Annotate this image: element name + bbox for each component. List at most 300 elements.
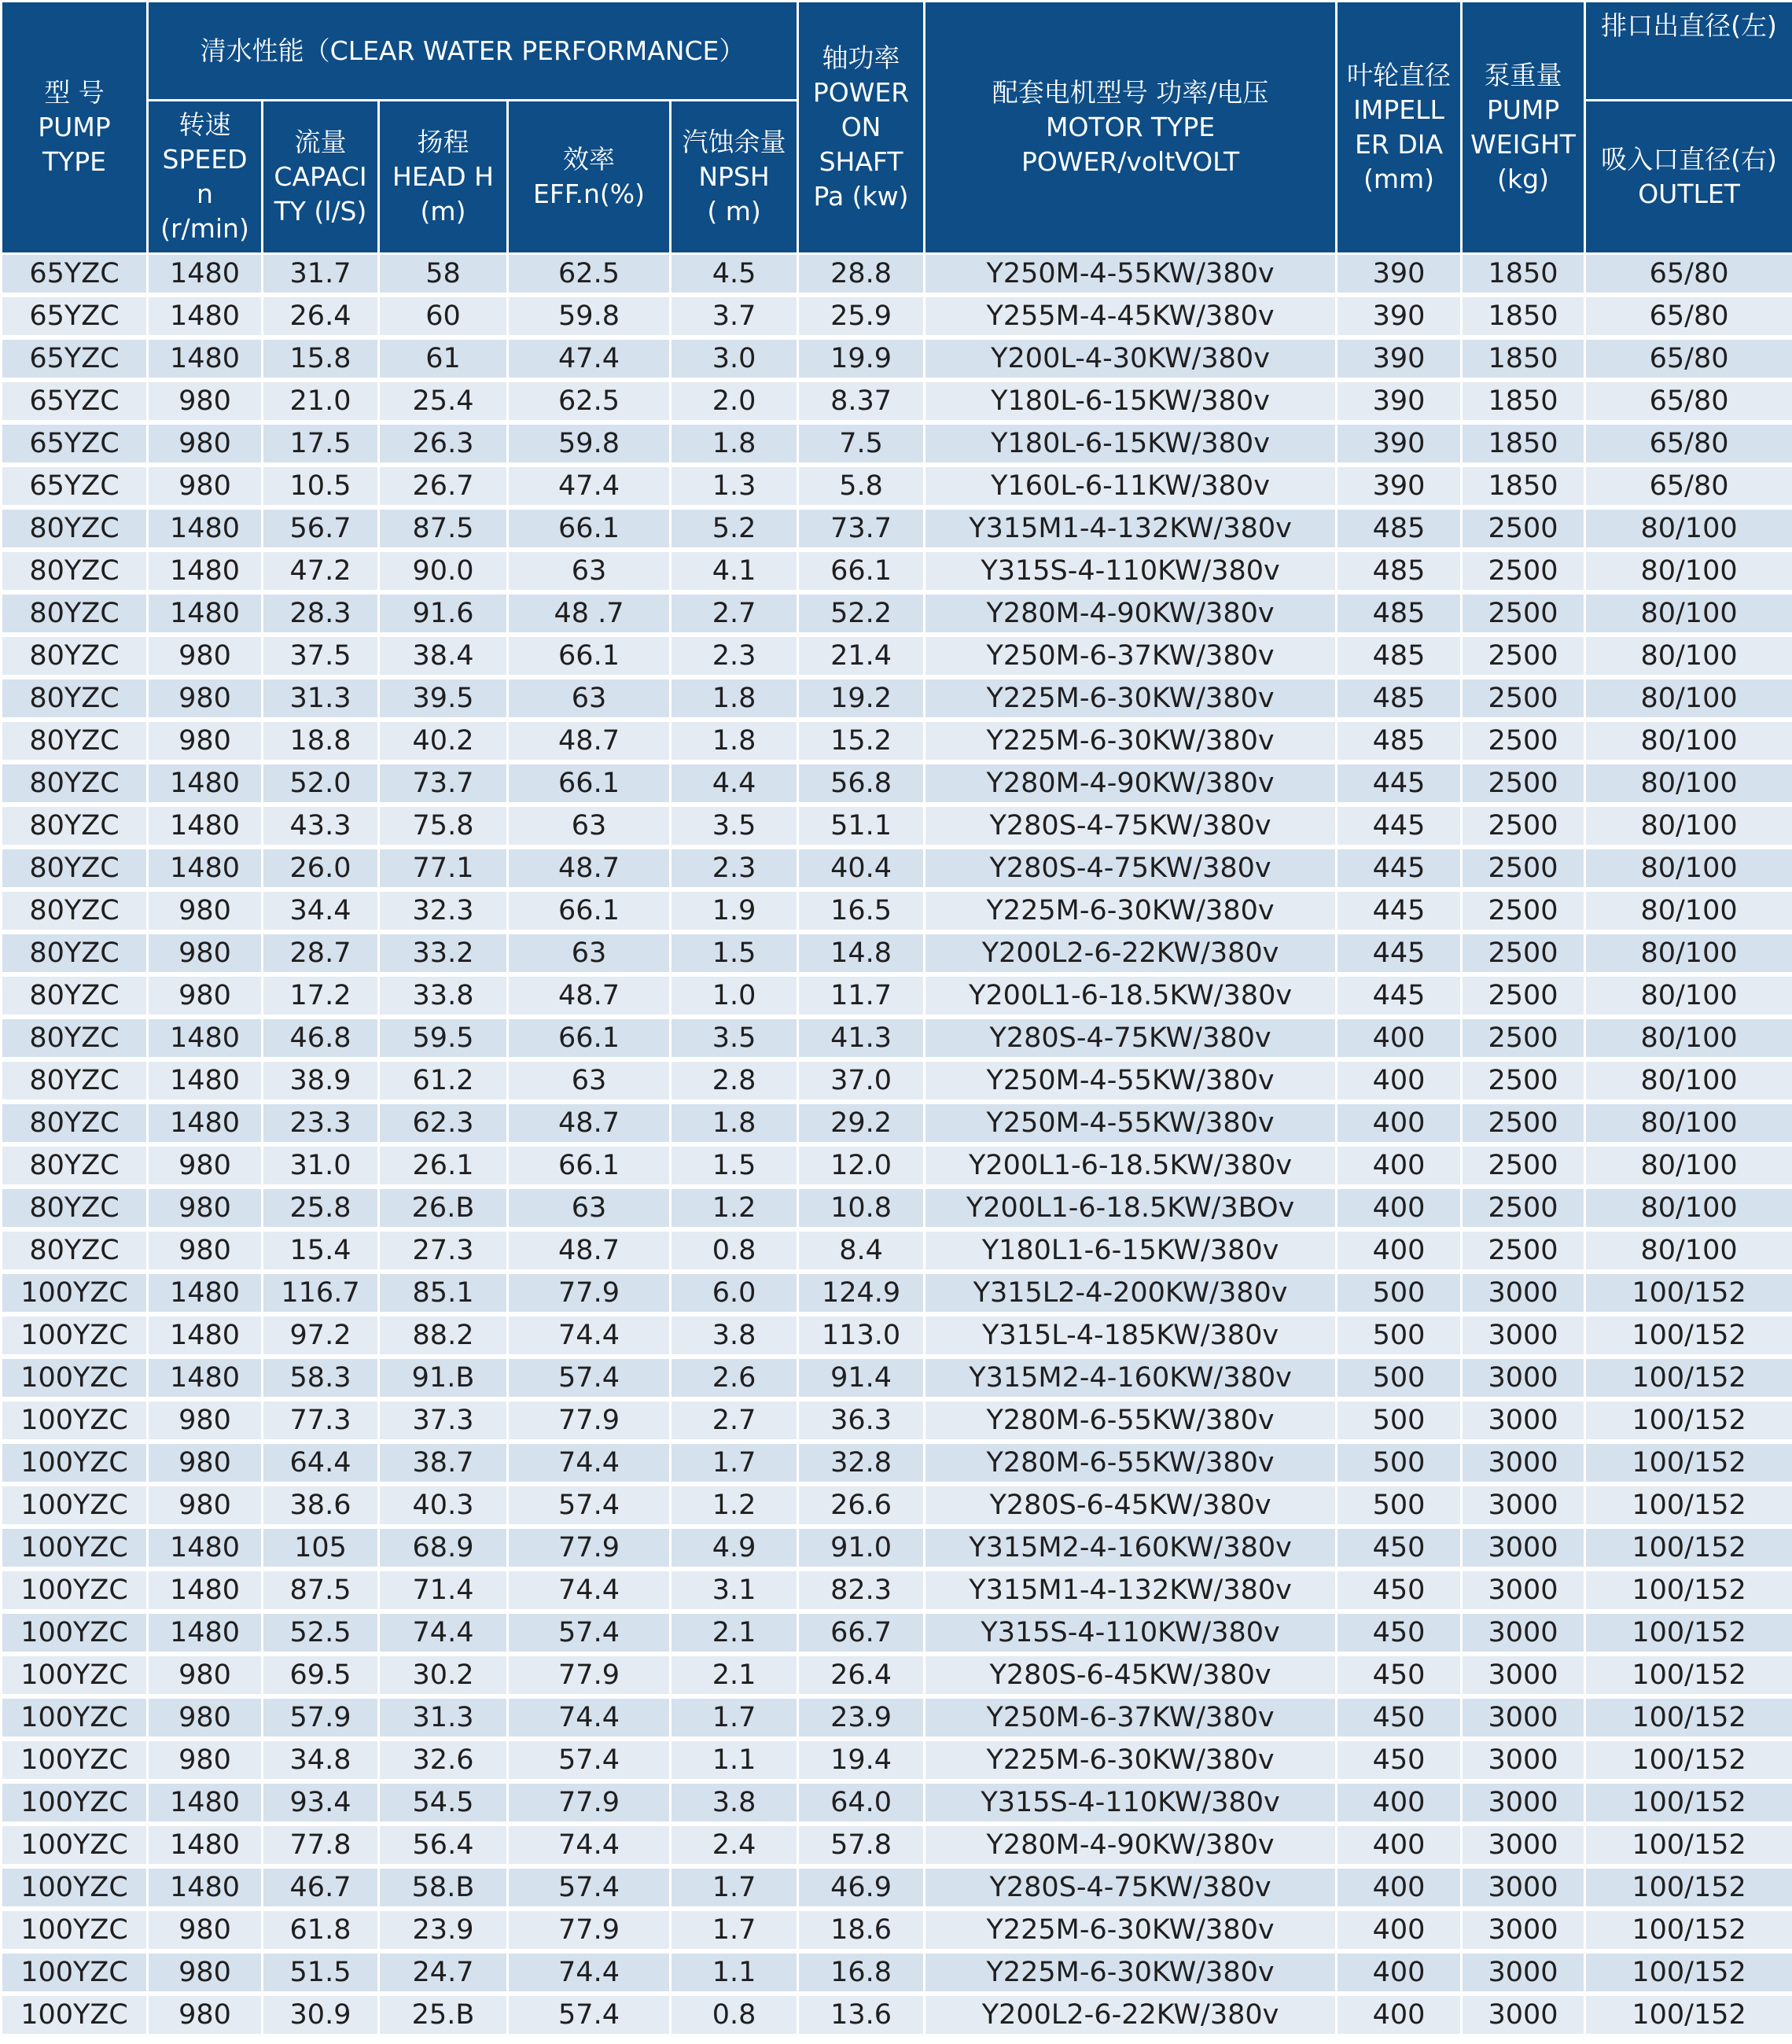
pump-weight-cell: 3000	[1462, 1866, 1585, 1909]
capacity-cell: 77.3	[263, 1399, 379, 1442]
efficiency-cell: 57.4	[508, 1866, 671, 1909]
speed-cell: 1480	[148, 1059, 263, 1102]
table-row	[2, 1017, 1792, 1059]
capacity-cell: 18.8	[263, 720, 379, 762]
power-cell: 66.1	[798, 550, 925, 592]
table-row	[2, 1909, 1792, 1951]
speed-cell: 980	[148, 422, 263, 465]
efficiency-cell: 77.9	[508, 1272, 671, 1314]
pump-weight-cell: 2500	[1462, 635, 1585, 677]
motor-type-cell: Y250M-6-37KW/380v	[925, 635, 1337, 677]
efficiency-cell: 74.4	[508, 1696, 671, 1739]
capacity-cell: 28.3	[263, 592, 379, 635]
efficiency-cell: 62.5	[508, 254, 671, 296]
power-cell: 113.0	[798, 1314, 925, 1357]
table-row	[2, 465, 1792, 507]
pump-weight-cell: 3000	[1462, 1611, 1585, 1654]
motor-type-cell: Y280M-4-90KW/380v	[925, 592, 1337, 635]
npsh-cell: 1.8	[671, 422, 798, 465]
outlet-inlet-cell: 100/152	[1585, 1909, 1792, 1951]
table-row	[2, 1442, 1792, 1484]
power-cell: 5.8	[798, 465, 925, 507]
pump-weight-cell: 1850	[1462, 380, 1585, 422]
capacity-cell: 77.8	[263, 1824, 379, 1866]
capacity-cell: 15.4	[263, 1229, 379, 1272]
motor-type-cell: Y200L2-6-22KW/380v	[925, 932, 1337, 974]
motor-type-cell: Y280S-4-75KW/380v	[925, 1866, 1337, 1909]
head-cell: 91.B	[379, 1357, 508, 1399]
pump-weight-cell: 2500	[1462, 592, 1585, 635]
pump-weight-cell: 2500	[1462, 677, 1585, 720]
head-cell: 73.7	[379, 762, 508, 805]
pump-type-cell: 80YZC	[2, 720, 148, 762]
pump-weight-cell: 2500	[1462, 847, 1585, 889]
efficiency-cell: 48.7	[508, 1229, 671, 1272]
table-row	[2, 1824, 1792, 1866]
capacity-cell: 93.4	[263, 1781, 379, 1824]
impeller-dia-cell: 500	[1337, 1314, 1462, 1357]
npsh-cell: 2.1	[671, 1611, 798, 1654]
head-cell: 88.2	[379, 1314, 508, 1357]
npsh-cell: 1.8	[671, 1102, 798, 1144]
speed-cell: 980	[148, 1442, 263, 1484]
npsh-cell: 1.9	[671, 889, 798, 932]
motor-type-cell: Y250M-4-55KW/380v	[925, 1059, 1337, 1102]
speed-cell: 980	[148, 1909, 263, 1951]
pump-type-cell: 65YZC	[2, 295, 148, 337]
header-speed: 转速 SPEED n (r/min)	[148, 101, 263, 254]
pump-weight-cell: 2500	[1462, 1059, 1585, 1102]
npsh-cell: 1.5	[671, 1144, 798, 1187]
efficiency-cell: 63	[508, 932, 671, 974]
outlet-inlet-cell: 100/152	[1585, 1357, 1792, 1399]
table-row	[2, 1611, 1792, 1654]
outlet-inlet-cell: 80/100	[1585, 974, 1792, 1017]
table-row	[2, 1781, 1792, 1824]
npsh-cell: 4.1	[671, 550, 798, 592]
efficiency-cell: 74.4	[508, 1314, 671, 1357]
pump-type-cell: 65YZC	[2, 380, 148, 422]
speed-cell: 1480	[148, 1527, 263, 1569]
capacity-cell: 31.3	[263, 677, 379, 720]
head-cell: 33.8	[379, 974, 508, 1017]
motor-type-cell: Y250M-4-55KW/380v	[925, 1102, 1337, 1144]
power-cell: 25.9	[798, 295, 925, 337]
pump-weight-cell: 2500	[1462, 974, 1585, 1017]
impeller-dia-cell: 450	[1337, 1569, 1462, 1611]
pump-type-cell: 100YZC	[2, 1611, 148, 1654]
speed-cell: 980	[148, 1484, 263, 1527]
power-cell: 19.4	[798, 1739, 925, 1781]
table-row	[2, 380, 1792, 422]
head-cell: 33.2	[379, 932, 508, 974]
head-cell: 58.B	[379, 1866, 508, 1909]
motor-type-cell: Y250M-6-37KW/380v	[925, 1696, 1337, 1739]
impeller-dia-cell: 500	[1337, 1272, 1462, 1314]
capacity-cell: 21.0	[263, 380, 379, 422]
head-cell: 40.2	[379, 720, 508, 762]
impeller-dia-cell: 390	[1337, 465, 1462, 507]
motor-type-cell: Y280M-4-90KW/380v	[925, 1824, 1337, 1866]
motor-type-cell: Y225M-6-30KW/380v	[925, 1909, 1337, 1951]
power-cell: 29.2	[798, 1102, 925, 1144]
efficiency-cell: 66.1	[508, 507, 671, 550]
impeller-dia-cell: 500	[1337, 1399, 1462, 1442]
pump-type-cell: 65YZC	[2, 254, 148, 296]
impeller-dia-cell: 390	[1337, 380, 1462, 422]
speed-cell: 1480	[148, 1357, 263, 1399]
npsh-cell: 2.3	[671, 635, 798, 677]
pump-weight-cell: 1850	[1462, 254, 1585, 296]
efficiency-cell: 47.4	[508, 465, 671, 507]
efficiency-cell: 59.8	[508, 295, 671, 337]
head-cell: 71.4	[379, 1569, 508, 1611]
power-cell: 73.7	[798, 507, 925, 550]
efficiency-cell: 77.9	[508, 1781, 671, 1824]
power-cell: 91.4	[798, 1357, 925, 1399]
capacity-cell: 87.5	[263, 1569, 379, 1611]
header-capacity: 流量 CAPACI TY (l/S)	[263, 101, 379, 254]
outlet-inlet-cell: 100/152	[1585, 1272, 1792, 1314]
table-row	[2, 677, 1792, 720]
impeller-dia-cell: 400	[1337, 1059, 1462, 1102]
npsh-cell: 1.7	[671, 1442, 798, 1484]
efficiency-cell: 48.7	[508, 720, 671, 762]
motor-type-cell: Y315M2-4-160KW/380v	[925, 1527, 1337, 1569]
outlet-inlet-cell: 80/100	[1585, 762, 1792, 805]
speed-cell: 980	[148, 380, 263, 422]
motor-type-cell: Y315S-4-110KW/380v	[925, 1611, 1337, 1654]
table-row	[2, 1272, 1792, 1314]
outlet-inlet-cell: 100/152	[1585, 1781, 1792, 1824]
head-cell: 85.1	[379, 1272, 508, 1314]
efficiency-cell: 77.9	[508, 1399, 671, 1442]
speed-cell: 1480	[148, 1611, 263, 1654]
table-row	[2, 254, 1792, 296]
table-row	[2, 1187, 1792, 1229]
efficiency-cell: 66.1	[508, 762, 671, 805]
pump-weight-cell: 2500	[1462, 1144, 1585, 1187]
speed-cell: 980	[148, 1144, 263, 1187]
npsh-cell: 3.8	[671, 1781, 798, 1824]
pump-type-cell: 80YZC	[2, 889, 148, 932]
table-row	[2, 1314, 1792, 1357]
impeller-dia-cell: 485	[1337, 635, 1462, 677]
motor-type-cell: Y180L-6-15KW/380v	[925, 380, 1337, 422]
pump-type-cell: 100YZC	[2, 1994, 148, 2036]
speed-cell: 980	[148, 1229, 263, 1272]
motor-type-cell: Y315M1-4-132KW/380v	[925, 507, 1337, 550]
npsh-cell: 1.2	[671, 1187, 798, 1229]
capacity-cell: 51.5	[263, 1951, 379, 1994]
pump-weight-cell: 1850	[1462, 295, 1585, 337]
power-cell: 19.9	[798, 337, 925, 380]
pump-weight-cell: 2500	[1462, 1187, 1585, 1229]
impeller-dia-cell: 450	[1337, 1611, 1462, 1654]
head-cell: 39.5	[379, 677, 508, 720]
capacity-cell: 17.2	[263, 974, 379, 1017]
impeller-dia-cell: 445	[1337, 974, 1462, 1017]
motor-type-cell: Y280S-4-75KW/380v	[925, 1017, 1337, 1059]
npsh-cell: 0.8	[671, 1994, 798, 2036]
pump-type-cell: 80YZC	[2, 635, 148, 677]
head-cell: 60	[379, 295, 508, 337]
speed-cell: 1480	[148, 1017, 263, 1059]
capacity-cell: 116.7	[263, 1272, 379, 1314]
head-cell: 62.3	[379, 1102, 508, 1144]
capacity-cell: 56.7	[263, 507, 379, 550]
outlet-inlet-cell: 100/152	[1585, 1696, 1792, 1739]
outlet-inlet-cell: 65/80	[1585, 380, 1792, 422]
power-cell: 66.7	[798, 1611, 925, 1654]
speed-cell: 1480	[148, 254, 263, 296]
impeller-dia-cell: 400	[1337, 1909, 1462, 1951]
pump-weight-cell: 2500	[1462, 889, 1585, 932]
pump-weight-cell: 2500	[1462, 805, 1585, 847]
speed-cell: 1480	[148, 847, 263, 889]
efficiency-cell: 62.5	[508, 380, 671, 422]
npsh-cell: 1.8	[671, 677, 798, 720]
capacity-cell: 34.8	[263, 1739, 379, 1781]
motor-type-cell: Y200L1-6-18.5KW/380v	[925, 1144, 1337, 1187]
npsh-cell: 1.7	[671, 1696, 798, 1739]
pump-type-cell: 80YZC	[2, 677, 148, 720]
power-cell: 19.2	[798, 677, 925, 720]
motor-type-cell: Y315S-4-110KW/380v	[925, 1781, 1337, 1824]
power-cell: 82.3	[798, 1569, 925, 1611]
capacity-cell: 23.3	[263, 1102, 379, 1144]
table-row	[2, 1484, 1792, 1527]
npsh-cell: 1.1	[671, 1951, 798, 1994]
head-cell: 75.8	[379, 805, 508, 847]
outlet-inlet-cell: 100/152	[1585, 1442, 1792, 1484]
capacity-cell: 37.5	[263, 635, 379, 677]
impeller-dia-cell: 500	[1337, 1484, 1462, 1527]
efficiency-cell: 66.1	[508, 1017, 671, 1059]
capacity-cell: 38.9	[263, 1059, 379, 1102]
impeller-dia-cell: 450	[1337, 1527, 1462, 1569]
pump-type-cell: 65YZC	[2, 422, 148, 465]
header-pump-type: 型 号 PUMP TYPE	[2, 2, 148, 254]
capacity-cell: 57.9	[263, 1696, 379, 1739]
outlet-inlet-cell: 80/100	[1585, 1017, 1792, 1059]
table-row	[2, 337, 1792, 380]
pump-weight-cell: 3000	[1462, 1314, 1585, 1357]
outlet-inlet-cell: 80/100	[1585, 550, 1792, 592]
head-cell: 38.7	[379, 1442, 508, 1484]
capacity-cell: 58.3	[263, 1357, 379, 1399]
outlet-inlet-cell: 80/100	[1585, 677, 1792, 720]
pump-weight-cell: 3000	[1462, 1442, 1585, 1484]
outlet-inlet-cell: 80/100	[1585, 720, 1792, 762]
header-impeller-dia: 叶轮直径 IMPELL ER DIA (mm)	[1337, 2, 1462, 254]
table-row	[2, 1144, 1792, 1187]
table-row	[2, 847, 1792, 889]
pump-type-cell: 100YZC	[2, 1484, 148, 1527]
header-clear-water-performance: 清水性能（CLEAR WATER PERFORMANCE）	[148, 2, 798, 101]
efficiency-cell: 48.7	[508, 847, 671, 889]
pump-weight-cell: 3000	[1462, 1824, 1585, 1866]
efficiency-cell: 74.4	[508, 1569, 671, 1611]
pump-type-cell: 80YZC	[2, 805, 148, 847]
motor-type-cell: Y180L-6-15KW/380v	[925, 422, 1337, 465]
pump-type-cell: 80YZC	[2, 932, 148, 974]
outlet-inlet-cell: 100/152	[1585, 1484, 1792, 1527]
header-npsh: 汽蚀余量 NPSH ( m)	[671, 101, 798, 254]
speed-cell: 1480	[148, 1272, 263, 1314]
outlet-inlet-cell: 80/100	[1585, 1144, 1792, 1187]
outlet-inlet-cell: 65/80	[1585, 465, 1792, 507]
head-cell: 32.3	[379, 889, 508, 932]
capacity-cell: 30.9	[263, 1994, 379, 2036]
impeller-dia-cell: 400	[1337, 1824, 1462, 1866]
motor-type-cell: Y280M-6-55KW/380v	[925, 1442, 1337, 1484]
head-cell: 56.4	[379, 1824, 508, 1866]
impeller-dia-cell: 400	[1337, 1866, 1462, 1909]
impeller-dia-cell: 485	[1337, 592, 1462, 635]
table-row	[2, 1994, 1792, 2036]
motor-type-cell: Y280S-6-45KW/380v	[925, 1484, 1337, 1527]
capacity-cell: 97.2	[263, 1314, 379, 1357]
capacity-cell: 15.8	[263, 337, 379, 380]
speed-cell: 980	[148, 974, 263, 1017]
capacity-cell: 52.0	[263, 762, 379, 805]
impeller-dia-cell: 400	[1337, 1994, 1462, 2036]
power-cell: 15.2	[798, 720, 925, 762]
pump-weight-cell: 3000	[1462, 1951, 1585, 1994]
impeller-dia-cell: 445	[1337, 889, 1462, 932]
outlet-inlet-cell: 65/80	[1585, 422, 1792, 465]
pump-weight-cell: 3000	[1462, 1484, 1585, 1527]
impeller-dia-cell: 400	[1337, 1102, 1462, 1144]
head-cell: 40.3	[379, 1484, 508, 1527]
motor-type-cell: Y200L1-6-18.5KW/3BOv	[925, 1187, 1337, 1229]
efficiency-cell: 77.9	[508, 1527, 671, 1569]
npsh-cell: 2.3	[671, 847, 798, 889]
speed-cell: 980	[148, 1951, 263, 1994]
power-cell: 13.6	[798, 1994, 925, 2036]
pump-weight-cell: 3000	[1462, 1909, 1585, 1951]
power-cell: 37.0	[798, 1059, 925, 1102]
motor-type-cell: Y200L1-6-18.5KW/380v	[925, 974, 1337, 1017]
power-cell: 64.0	[798, 1781, 925, 1824]
pump-type-cell: 80YZC	[2, 1059, 148, 1102]
npsh-cell: 2.7	[671, 1399, 798, 1442]
outlet-inlet-cell: 100/152	[1585, 1951, 1792, 1994]
outlet-inlet-cell: 65/80	[1585, 254, 1792, 296]
efficiency-cell: 59.8	[508, 422, 671, 465]
power-cell: 10.8	[798, 1187, 925, 1229]
speed-cell: 1480	[148, 1102, 263, 1144]
impeller-dia-cell: 390	[1337, 254, 1462, 296]
table-row	[2, 889, 1792, 932]
pump-type-cell: 100YZC	[2, 1272, 148, 1314]
pump-type-cell: 100YZC	[2, 1314, 148, 1357]
head-cell: 24.7	[379, 1951, 508, 1994]
impeller-dia-cell: 450	[1337, 1739, 1462, 1781]
pump-weight-cell: 3000	[1462, 1994, 1585, 2036]
table-row	[2, 507, 1792, 550]
header-power-on-shaft: 轴功率 POWER ON SHAFT Pa (kw)	[798, 2, 925, 254]
efficiency-cell: 48.7	[508, 1102, 671, 1144]
pump-weight-cell: 1850	[1462, 337, 1585, 380]
head-cell: 58	[379, 254, 508, 296]
pump-type-cell: 80YZC	[2, 1187, 148, 1229]
impeller-dia-cell: 400	[1337, 1781, 1462, 1824]
npsh-cell: 1.1	[671, 1739, 798, 1781]
pump-type-cell: 65YZC	[2, 337, 148, 380]
outlet-inlet-cell: 100/152	[1585, 1399, 1792, 1442]
efficiency-cell: 63	[508, 550, 671, 592]
speed-cell: 1480	[148, 295, 263, 337]
pump-type-cell: 80YZC	[2, 592, 148, 635]
outlet-inlet-cell: 100/152	[1585, 1654, 1792, 1696]
pump-weight-cell: 3000	[1462, 1272, 1585, 1314]
head-cell: 74.4	[379, 1611, 508, 1654]
power-cell: 16.5	[798, 889, 925, 932]
motor-type-cell: Y200L-4-30KW/380v	[925, 337, 1337, 380]
header-pump-weight: 泵重量 PUMP WEIGHT (kg)	[1462, 2, 1585, 254]
efficiency-cell: 74.4	[508, 1951, 671, 1994]
speed-cell: 980	[148, 1187, 263, 1229]
table-row	[2, 720, 1792, 762]
capacity-cell: 26.4	[263, 295, 379, 337]
pump-type-cell: 80YZC	[2, 762, 148, 805]
outlet-inlet-cell: 80/100	[1585, 847, 1792, 889]
efficiency-cell: 63	[508, 1059, 671, 1102]
pump-type-cell: 80YZC	[2, 1017, 148, 1059]
capacity-cell: 46.8	[263, 1017, 379, 1059]
pump-type-cell: 65YZC	[2, 465, 148, 507]
pump-type-cell: 100YZC	[2, 1866, 148, 1909]
npsh-cell: 1.3	[671, 465, 798, 507]
capacity-cell: 43.3	[263, 805, 379, 847]
pump-type-cell: 100YZC	[2, 1527, 148, 1569]
motor-type-cell: Y315M2-4-160KW/380v	[925, 1357, 1337, 1399]
speed-cell: 980	[148, 677, 263, 720]
pump-weight-cell: 2500	[1462, 932, 1585, 974]
impeller-dia-cell: 400	[1337, 1951, 1462, 1994]
head-cell: 37.3	[379, 1399, 508, 1442]
outlet-inlet-cell: 80/100	[1585, 592, 1792, 635]
head-cell: 27.3	[379, 1229, 508, 1272]
pump-type-cell: 100YZC	[2, 1357, 148, 1399]
head-cell: 26.7	[379, 465, 508, 507]
pump-type-cell: 80YZC	[2, 550, 148, 592]
speed-cell: 1480	[148, 1824, 263, 1866]
table-row	[2, 1654, 1792, 1696]
pump-type-cell: 80YZC	[2, 507, 148, 550]
efficiency-cell: 77.9	[508, 1909, 671, 1951]
motor-type-cell: Y250M-4-55KW/380v	[925, 254, 1337, 296]
speed-cell: 1480	[148, 805, 263, 847]
outlet-inlet-cell: 80/100	[1585, 889, 1792, 932]
pump-weight-cell: 1850	[1462, 422, 1585, 465]
outlet-inlet-cell: 80/100	[1585, 635, 1792, 677]
efficiency-cell: 57.4	[508, 1357, 671, 1399]
pump-type-cell: 80YZC	[2, 1229, 148, 1272]
motor-type-cell: Y225M-6-30KW/380v	[925, 1739, 1337, 1781]
speed-cell: 1480	[148, 507, 263, 550]
power-cell: 57.8	[798, 1824, 925, 1866]
npsh-cell: 1.7	[671, 1866, 798, 1909]
motor-type-cell: Y280M-4-90KW/380v	[925, 762, 1337, 805]
capacity-cell: 105	[263, 1527, 379, 1569]
impeller-dia-cell: 390	[1337, 337, 1462, 380]
npsh-cell: 3.1	[671, 1569, 798, 1611]
capacity-cell: 31.0	[263, 1144, 379, 1187]
power-cell: 12.0	[798, 1144, 925, 1187]
